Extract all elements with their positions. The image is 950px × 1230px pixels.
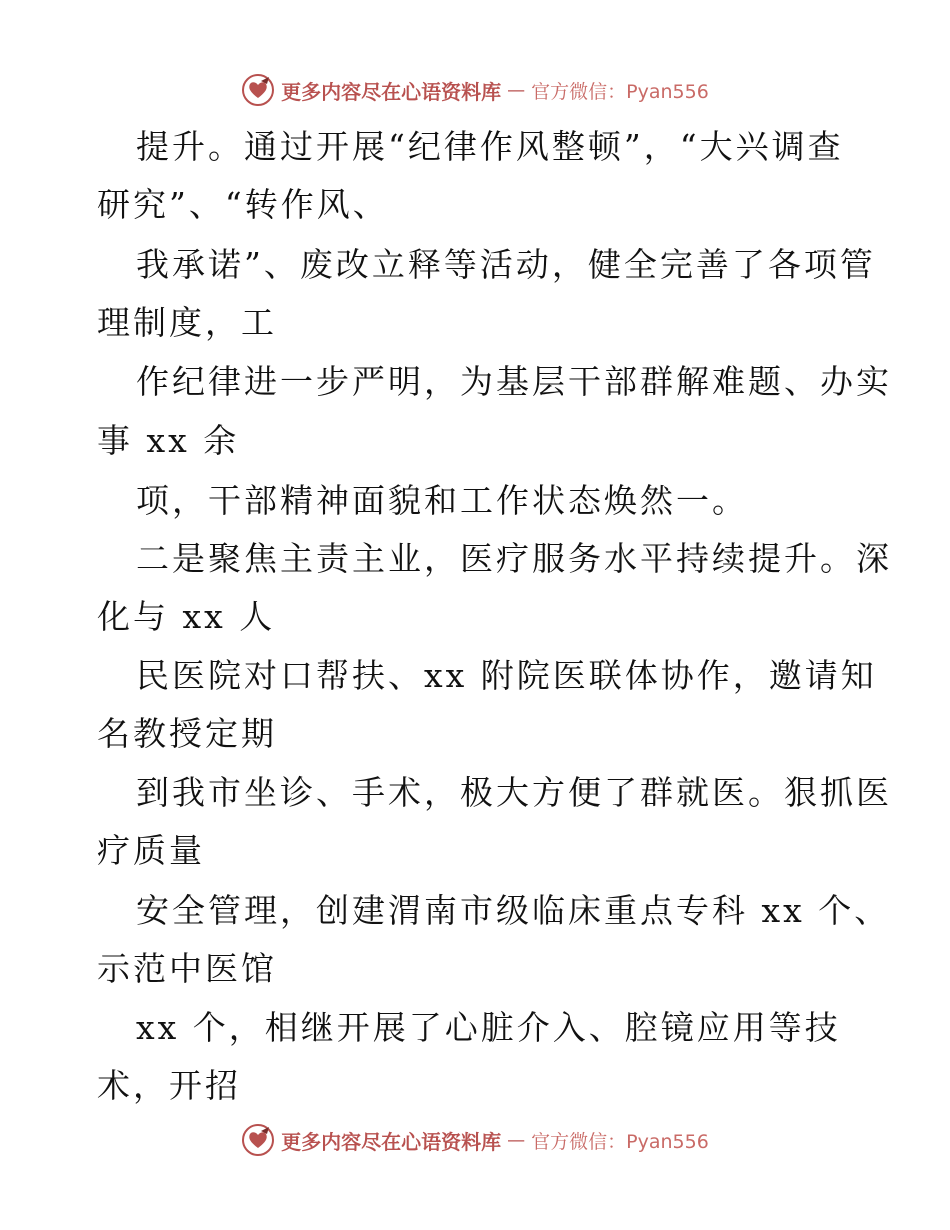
watermark-brand: 更多内容尽在心语资料库 bbox=[281, 79, 502, 104]
header-watermark bbox=[0, 70, 950, 110]
text-line: 到我市坐诊、手术，极大方便了群就医。狠抓医 bbox=[136, 773, 892, 812]
text-line: 术，开招 bbox=[97, 1066, 241, 1105]
text-line: 理制度，工 bbox=[97, 303, 277, 342]
text-line: 提升。通过开展“纪律作风整顿”，“大兴调查 bbox=[136, 127, 844, 166]
watermark-separator: — bbox=[507, 79, 526, 101]
text-line: 化与 xx 人 bbox=[97, 597, 276, 636]
text-line: 事 xx 余 bbox=[97, 421, 240, 460]
watermark-brand: 更多内容尽在心语资料库 bbox=[281, 1129, 502, 1154]
text-line: 二是聚焦主责主业，医疗服务水平持续提升。深 bbox=[136, 539, 892, 578]
watermark-separator: — bbox=[507, 1129, 526, 1151]
text-line: 作纪律进一步严明，为基层干部群解难题、办实 bbox=[136, 362, 892, 401]
footer-watermark bbox=[0, 1120, 950, 1160]
text-line: 疗质量 bbox=[97, 831, 205, 870]
text-line: 我承诺”、废改立释等活动，健全完善了各项管 bbox=[136, 245, 876, 284]
heart-pen-icon bbox=[241, 1123, 275, 1157]
watermark-wechat: 官方微信：Pyan556 bbox=[531, 80, 709, 103]
text-line: 安全管理，创建渭南市级临床重点专科 xx 个、 bbox=[136, 891, 891, 930]
text-line: 示范中医馆 bbox=[97, 949, 277, 988]
text-line: 项，干部精神面貌和工作状态焕然一。 bbox=[136, 481, 748, 520]
watermark-wechat: 官方微信：Pyan556 bbox=[531, 1130, 709, 1153]
text-line: xx 个，相继开展了心脏介入、腔镜应用等技 bbox=[136, 1008, 841, 1047]
text-line: 民医院对口帮扶、xx 附院医联体协作，邀请知 bbox=[136, 656, 877, 695]
text-line: 名教授定期 bbox=[97, 714, 277, 753]
text-line: 研究”、“转作风、 bbox=[97, 185, 389, 224]
heart-pen-icon bbox=[241, 73, 275, 107]
